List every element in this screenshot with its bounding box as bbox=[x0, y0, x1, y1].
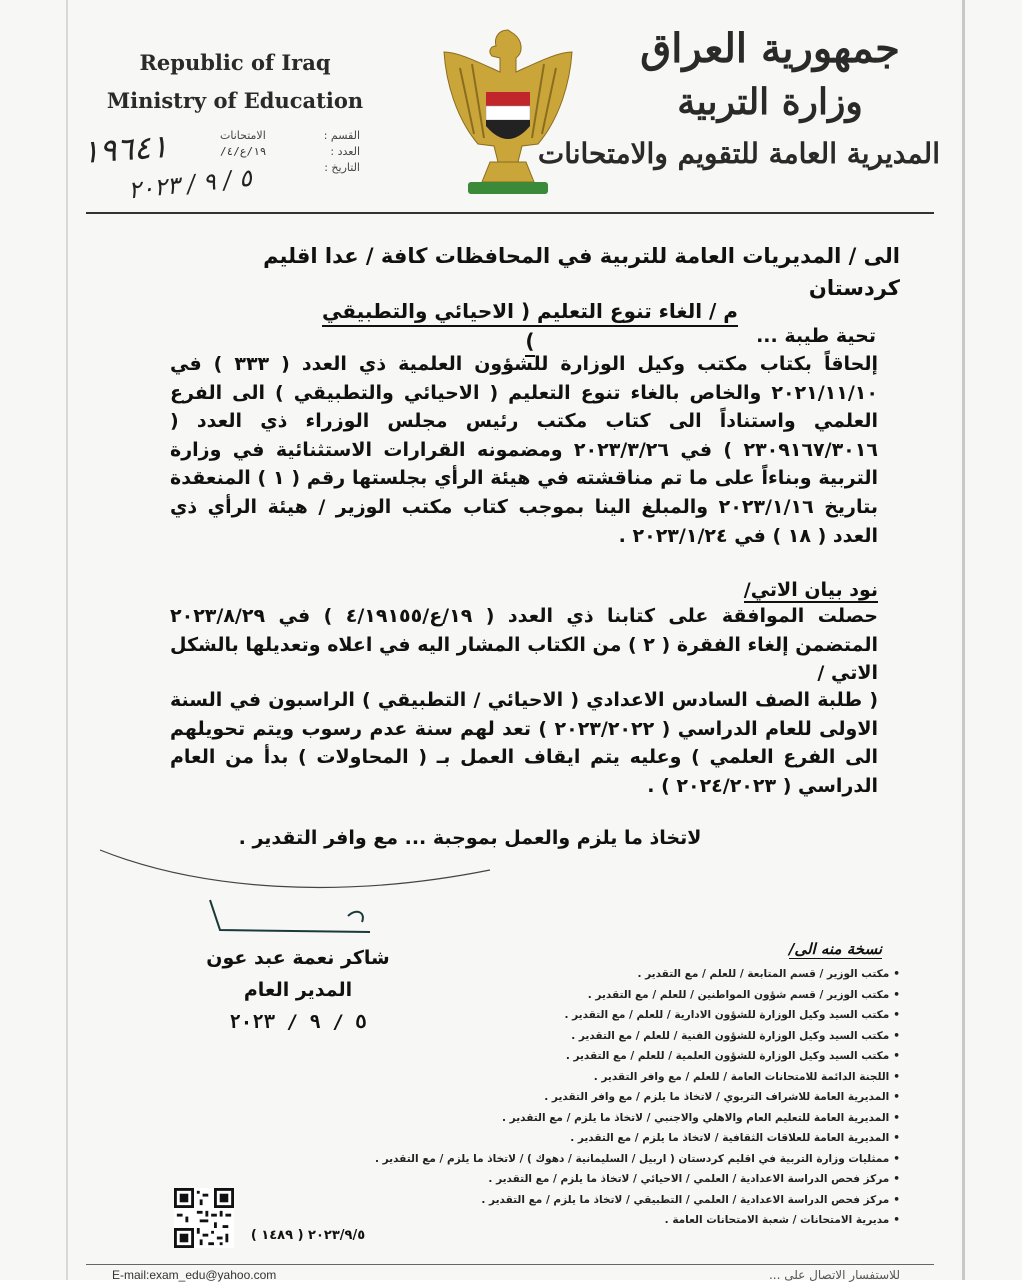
signature-date: ٥ / ٩ / ٢٠٢٣ bbox=[229, 1011, 367, 1033]
copy-recipient: • مركز فحص الدراسة الاعدادية / العلمي / التطبيقي / لاتخاذ ما يلزم / مع التقدير . bbox=[300, 1190, 900, 1211]
notice-heading bbox=[740, 576, 878, 604]
copy-recipient: • اللجنة الدائمة للامتحانات العامة / للعلم / مع وافر التقدير . bbox=[300, 1067, 900, 1088]
copy-recipient: • مكتب السيد وكيل الوزارة للشؤون الفنية / للعلم / مع التقدير . bbox=[300, 1026, 900, 1047]
signature-scribble-icon bbox=[80, 820, 500, 940]
copy-recipient: • مركز فحص الدراسة الاعدادية / العلمي / الاحيائي / لاتخاذ ما يلزم / مع التقدير . bbox=[300, 1169, 900, 1190]
paragraph-1: إلحاقاً بكتاب مكتب وكيل الوزارة للشؤون العلمية ذي العدد ( ٣٣٣ ) في ٢٠٢١/١١/١٠ والخاص بالغاء تنوع التعليم ( الاحيائي والتطبيقي ) الى الفرع العلمي واستناداً الى كتاب مكتب رئيس مجلس الوزراء ذي العدد ( ٢٣٠٩١٦٧/٣٠١٦ ) في ٢٠٢٣/٣/٢٦ ومضمونه القرارات الاستثنائية في وزارة التربية وبناءاً على ما تم مناقشته في هيئة الرأي بجلستها رقم ( ١ ) المنعقدة بتاريخ ٢٠٢٣/١/١٦ والمبلغ الينا بموجب كتاب مكتب الوزير / هيئة الرأي ذي العدد ( ١٨ ) في ٢٠٢٣/١/٢٤ . bbox=[170, 353, 878, 547]
reference-number: ٢٠٢٣/٩/٥ ( ١٤٨٩ ) bbox=[250, 1228, 366, 1243]
ministry-en: Ministry of Education bbox=[106, 88, 364, 113]
date-label: التاريخ : bbox=[324, 161, 360, 174]
dept-value: الامتحانات bbox=[220, 129, 266, 142]
page-edge-left bbox=[66, 0, 68, 1280]
republic-en: Republic of Iraq bbox=[139, 50, 331, 75]
signatory-name: شاكر نعمة عبد عون bbox=[206, 947, 390, 969]
signatory-title: المدير العام bbox=[243, 979, 353, 1001]
footer-divider bbox=[86, 1264, 934, 1265]
copies-title-text: نسخة منه الى/ bbox=[788, 940, 882, 958]
copy-recipient: • المديرية العامة للاشراف التربوي / لاتخاذ ما يلزم / مع وافر التقدير . bbox=[300, 1087, 900, 1108]
notice-text: نود بيان الاتي/ bbox=[743, 579, 878, 601]
greeting: تحية طيبة ... bbox=[756, 325, 876, 347]
copy-recipient: • مديرية الامتحانات / شعبة الامتحانات العامة . bbox=[300, 1210, 900, 1231]
subject-text: م / الغاء تنوع التعليم ( الاحيائي والتطبيقي ) bbox=[322, 299, 738, 357]
copy-recipient: • مكتب الوزير / قسم شؤون المواطنين / للعلم / مع التقدير . bbox=[300, 985, 900, 1006]
arabic-header bbox=[537, 22, 940, 180]
closing-line: لاتخاذ ما يلزم والعمل بموجبة ... مع وافر التقدير . bbox=[238, 827, 702, 849]
ministry-ar: وزارة التربية bbox=[677, 81, 863, 123]
handwritten-date: ٥ / ٩ / ٢٠٢٣ bbox=[126, 163, 254, 205]
english-header bbox=[100, 44, 370, 120]
republic-ar: جمهورية العراق bbox=[640, 25, 900, 72]
copy-recipient: • مكتب السيد وكيل الوزارة للشؤون الادارية / للعلم / مع التقدير . bbox=[300, 1005, 900, 1026]
page-edge-right bbox=[962, 0, 965, 1280]
footer-contact: للاستفسار الاتصال على ... bbox=[768, 1268, 900, 1282]
copies-title bbox=[760, 940, 882, 958]
addressee: الى / المديريات العامة للتربية في المحافظات كافة / عدا اقليم كردستان bbox=[263, 244, 900, 300]
handwritten-number: ١٩٦٤١ bbox=[80, 127, 170, 171]
number-label: العدد : bbox=[330, 145, 360, 158]
copy-recipient: • المديرية العامة للعلاقات الثقافية / لاتخاذ ما يلزم / مع التقدير . bbox=[300, 1128, 900, 1149]
directorate-ar: المديرية العامة للتقويم والامتحانات bbox=[537, 137, 940, 170]
emblem-shield bbox=[486, 92, 530, 139]
footer-email: E-mail:exam_edu@yahoo.com bbox=[112, 1268, 277, 1282]
copy-recipient: • مكتب السيد وكيل الوزارة للشؤون العلمية / للعلم / مع التقدير . bbox=[300, 1046, 900, 1067]
paragraph-3: ( طلبة الصف السادس الاعدادي ( الاحيائي / التطبيقي ) الراسبون في السنة الاولى للعام الدراسي ( ٢٠٢٣/٢٠٢٢ ) تعد لهم سنة عدم رسوب ويتم تحويلهم الى الفرع العلمي ) وعليه يتم ايقاف العمل بـ ( المحاولات ) بدأ من العام الدراسي ( ٢٠٢٤/٢٠٢٣ ) . bbox=[170, 689, 879, 797]
copy-recipient: • المديرية العامة للتعليم العام والاهلي والاجنبي / لاتخاذ ما يلزم / مع التقدير . bbox=[300, 1108, 900, 1129]
paragraph-2: حصلت الموافقة على كتابنا ذي العدد ( ١٩/ع/٤/١٩١٥٥ ) في ٢٠٢٣/٨/٢٩ المتضمن إلغاء الفقرة ( ٢ ) من الكتاب المشار اليه في اعلاه وتعديلها بالشكل الاتي / bbox=[170, 605, 879, 685]
header-divider bbox=[86, 212, 934, 214]
copy-recipient: • ممثليات وزارة التربية في اقليم كردستان ( اربيل / السليمانية / دهوك ) / لاتخاذ ما يلزم / مع التقدير . bbox=[300, 1149, 900, 1170]
copies-list bbox=[300, 964, 900, 1231]
number-value: ١٩/ع/٤/ bbox=[220, 145, 267, 158]
copy-recipient: • مكتب الوزير / قسم المتابعة / للعلم / مع التقدير . bbox=[300, 964, 900, 985]
dept-label: القسم : bbox=[323, 129, 360, 142]
